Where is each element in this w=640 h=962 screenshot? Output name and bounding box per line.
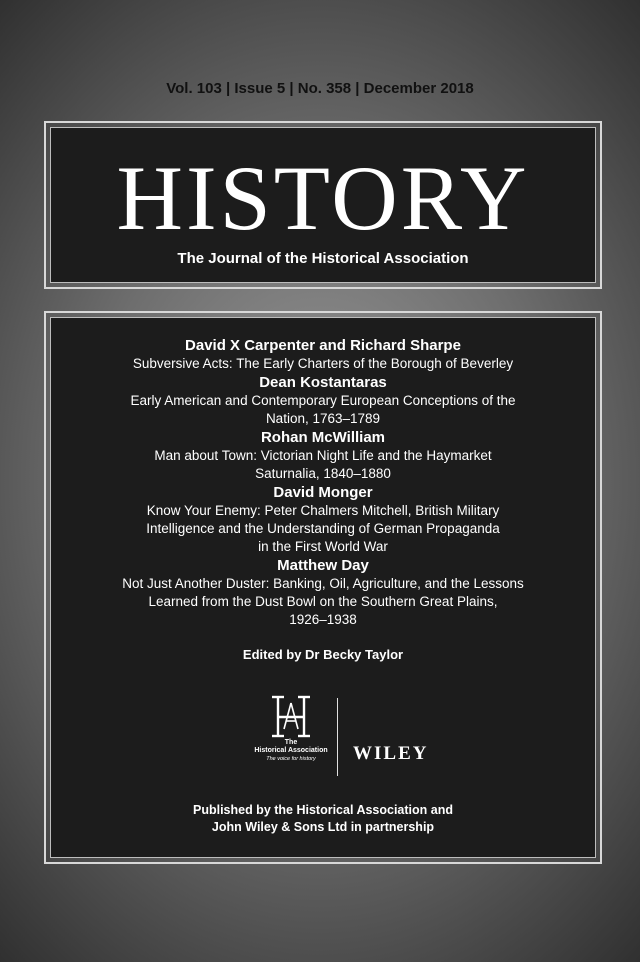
article-title-line: Know Your Enemy: Peter Chalmers Mitchell, British Military <box>146 503 500 518</box>
article-item <box>51 373 595 428</box>
article-title-line: 1926–1938 <box>289 612 357 627</box>
article-title-line: Saturnalia, 1840–1880 <box>255 466 391 481</box>
contents-frame <box>44 311 602 864</box>
publisher-logos <box>51 693 595 783</box>
editor-credit: Edited by Dr Becky Taylor <box>242 647 404 662</box>
article-title-line: in the First World War <box>258 539 388 554</box>
contents-panel <box>50 317 596 858</box>
article-title-line: Early American and Contemporary European Conceptions of the <box>130 393 516 408</box>
article-title-line: Intelligence and the Understanding of German Propaganda <box>146 521 500 536</box>
masthead-panel <box>50 127 596 283</box>
ha-name-line: Historical Association <box>254 747 328 754</box>
logo-divider <box>337 698 338 776</box>
article-author: Rohan McWilliam <box>260 429 386 446</box>
article-author: Dean Kostantaras <box>259 374 387 391</box>
article-item <box>51 483 595 556</box>
publisher-statement <box>51 802 595 836</box>
ha-tagline: The voice for history <box>266 756 316 762</box>
historical-association-monogram-icon <box>267 693 315 739</box>
wiley-logo: WILEY <box>353 743 429 764</box>
article-author: Matthew Day <box>277 557 369 574</box>
article-item <box>51 556 595 629</box>
publisher-line: Published by the Historical Association and <box>192 803 453 817</box>
article-title-line: Not Just Another Duster: Banking, Oil, Agriculture, and the Lessons <box>122 576 524 591</box>
publisher-line: John Wiley & Sons Ltd in partnership <box>211 820 435 834</box>
historical-association-logo <box>246 693 336 777</box>
article-list <box>51 318 595 662</box>
article-item <box>51 428 595 483</box>
masthead-frame <box>44 121 602 289</box>
article-title-line: Subversive Acts: The Early Charters of the Borough of Beverley <box>132 356 514 371</box>
article-title-line: Nation, 1763–1789 <box>265 411 381 426</box>
journal-title: HISTORY <box>116 147 530 249</box>
article-author: David Monger <box>273 484 373 501</box>
ha-name-line: The <box>284 739 298 746</box>
article-author: David X Carpenter and Richard Sharpe <box>185 337 461 354</box>
issue-line: Vol. 103 | Issue 5 | No. 358 | December 2018 <box>166 80 474 97</box>
article-title-line: Learned from the Dust Bowl on the Southern Great Plains, <box>148 594 498 609</box>
article-title-line: Man about Town: Victorian Night Life and the Haymarket <box>154 448 492 463</box>
article-item <box>51 336 595 373</box>
journal-subtitle: The Journal of the Historical Association <box>177 250 469 267</box>
